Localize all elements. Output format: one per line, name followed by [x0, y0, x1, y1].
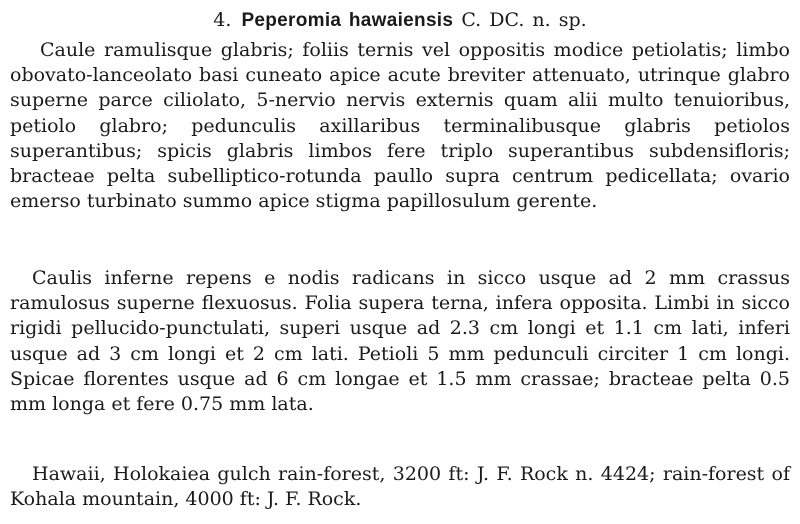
latin-description: Caule ramulisque glabris; foliis ternis vel oppositis modice petiolatis; limbo obovato-lanceolato basi cuneato apice acute breviter attenuato, utrinque glabro superne parce ciliolato, 5-nervio nervis externis quam alii multo tenuioribus, petiolo glabro; pedunculis axillaribus terminalibusque glabris petiolos superantibus; spicis glabris limbos fere triplo superantibus subdensifloris; bracteae pelta subelliptico-rotunda paullo supra centrum pedicellata; ovario emerso turbinato summo apice stigma papillosulum gerente.	[10, 39, 790, 213]
species-heading	[0, 7, 800, 34]
species-name: Peperomia hawaiensis	[241, 10, 454, 31]
latin-details: Caulis inferne repens e nodis radicans in sicco usque ad 2 mm crassus ramulosus superne flexuosus. Folia supera terna, infera opposita. Limbi in sicco rigidi pellucido-punctulati, superi usque ad 2.3 cm longi et 1.1 cm lati, inferi usque ad 3 cm longi et 2 cm lati. Petioli 5 mm pedunculi circiter 1 cm longi. Spicae florentes usque ad 6 cm longae et 1.5 mm crassae; bracteae pelta 0.5 mm longa et fere 0.75 mm lata.	[10, 267, 790, 416]
locality-paragraph: Hawaii, Holokaiea gulch rain-forest, 3200 ft: J. F. Rock n. 4424; rain-forest of Kohala mountain, 4000 ft: J. F. Rock.	[10, 463, 790, 511]
species-number: 4.	[213, 9, 232, 31]
species-author: C. DC. n. sp.	[461, 9, 587, 31]
